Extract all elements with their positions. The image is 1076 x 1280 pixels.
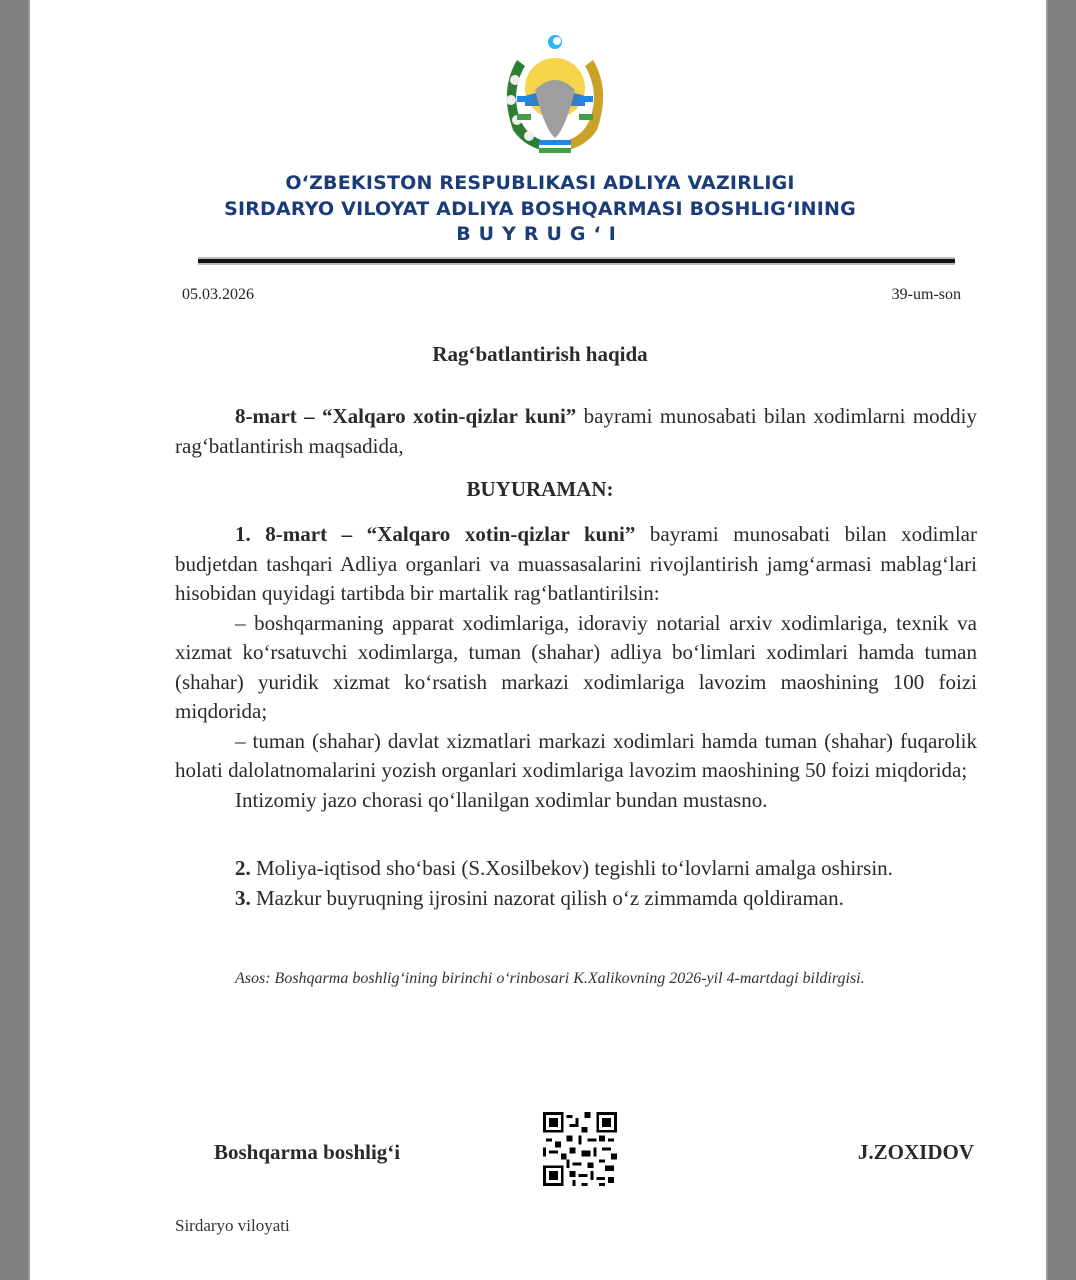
signatory-position: Boshqarma boshlig‘i	[214, 1140, 401, 1164]
order-item-3	[175, 884, 977, 914]
basis-note: Asos: Boshqarma boshlig‘ining birinchi o‘rinbosari K.Xalikovning 2026-yil 4-martdagi bildirgisi.	[235, 970, 865, 987]
header-divider	[198, 259, 955, 263]
preamble-text: bayrami munosabati bilan xodimlarni moddiy rag‘batlantirish maqsadida,	[175, 404, 977, 458]
document-title: Rag‘batlantirish haqida	[432, 342, 648, 366]
ministry-name: O‘ZBEKISTON RESPUBLIKASI ADLIYA VAZIRLIGI	[285, 172, 795, 194]
item-bold: 8-mart – “Xalqaro xotin-qizlar kuni”	[250, 522, 636, 546]
signatory-name: J.ZOXIDOV	[857, 1140, 974, 1164]
document-page	[28, 0, 1048, 1280]
state-emblem-icon	[495, 30, 615, 158]
item-text: Mazkur buyruqning ijrosini nazorat qilish o‘z zimmamda qoldiraman.	[250, 885, 844, 910]
item-number: 3.	[235, 885, 251, 910]
qr-code-icon[interactable]	[543, 1112, 617, 1186]
preamble-bold: 8-mart – “Xalqaro xotin-qizlar kuni”	[235, 404, 577, 428]
item-text: Moliya-iqtisod sho‘basi (S.Xosilbekov) tegishli to‘lovlarni amalga oshirsin.	[250, 856, 893, 880]
sub-item: Intizomiy jazo chorasi qo‘llanilgan xodimlar bundan mustasno.	[235, 787, 768, 812]
sub-item: – tuman (shahar) davlat xizmatlari markazi xodimlari hamda tuman (shahar) fuqarolik holati dalolatnomalarini yozish organlari xodimlariga lavozim maoshining 50 foizi miqdorida;	[175, 728, 977, 782]
document-type: BUYRUG‘I	[456, 223, 624, 245]
order-word: BUYURAMAN:	[466, 477, 614, 501]
item-number: 2.	[235, 856, 251, 880]
document-number: 39-um-son	[891, 286, 961, 303]
order-items-2-3	[175, 854, 977, 913]
preamble	[175, 402, 977, 461]
order-item-2	[175, 854, 977, 884]
department-name: SIRDARYO VILOYAT ADLIYA BOSHQARMASI BOSHLIG‘INING	[224, 198, 856, 220]
region-footer: Sirdaryo viloyati	[175, 1216, 290, 1235]
item-number: 1.	[235, 522, 251, 546]
document-date: 05.03.2026	[182, 286, 254, 303]
order-item-1	[175, 520, 977, 815]
sub-item: – boshqarmaning apparat xodimlariga, idoraviy notarial arxiv xodimlariga, texnik va xizmat ko‘rsatuvchi xodimlarga, tuman (shahar) adliya bo‘limlari xodimlari hamda tuman (shahar) yuridik xizmat ko‘rsatish markazi xodimlariga lavozim maoshining 100 foizi miqdorida;	[175, 610, 977, 723]
item-text: bayrami munosabati bilan xodimlar budjetdan tashqari Adliya organlari va muassasalarini rivojlantirish jamg‘armasi mablag‘lari hisobidan quyidagi tartibda bir martalik rag‘batlantirilsin:	[175, 522, 977, 605]
